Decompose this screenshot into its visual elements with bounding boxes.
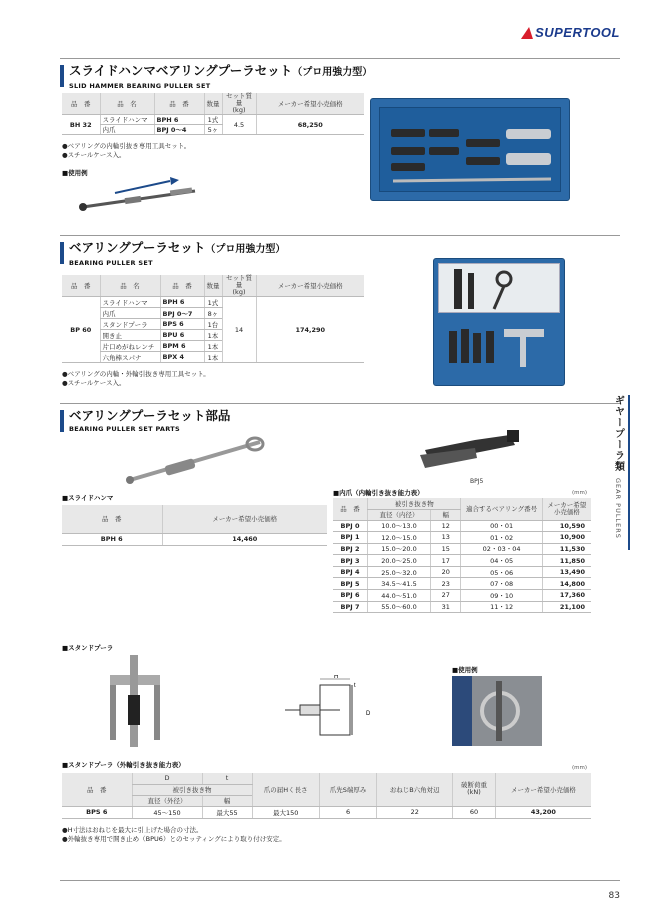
table-row: 開き止 BPU 6 1本 — [62, 330, 364, 341]
table-row: BP 60 スライドハンマ BPH 6 1式 14 174,290 — [62, 297, 364, 308]
dim-d: D — [366, 711, 371, 717]
section1-notes: ●ベアリングの内輪引抜き専用工具セット。 ●スチールケース入。 — [62, 142, 191, 159]
side-category-label — [611, 395, 625, 539]
table-row: 内爪 BPJ 0〜7 8ヶ — [62, 308, 364, 319]
bpj5-caption: BPJ5 — [470, 478, 484, 485]
section1-table: 品 番 品 名 品 番 数量 セット質量 (kg) メーカー希望小売価格 BH 32 スライドハンマ BPH 6 1式 4.5 68,250 内爪 BPJ 0〜4 5ヶ — [62, 93, 364, 135]
stand-puller-image — [100, 655, 170, 750]
table-row: BPJ 2 15.0〜20.0 15 02・03・04 11,530 — [333, 543, 591, 555]
section2-subtitle: BEARING PULLER SET — [69, 259, 153, 267]
jaws-table: 品 番 被引き抜き物 適合するベアリング番号 メーカー希望 小売価格 直径（内径） 幅 BPJ 0 10.0〜13.0 12 00・01 10,590 BPJ 1 12.0〜15.0 13 01・02 10,900 BPJ 2 15.0〜20.0 15 02・03・04 11,530 BPJ 3 20.0〜25.0 17 04・05 11,850 BPJ 4 25.0〜32.0 20 05・06 13,490 BPJ 5 34.5〜41.5 23 07・08 14,800 BPJ 6 44.0〜51.0 27 09・10 17,360 BPJ 7 55.0〜60.0 31 11・12 21,100 — [333, 498, 591, 613]
hammer-label: ■スライドハンマ — [62, 494, 114, 502]
section-divider — [60, 58, 620, 59]
brand-logo — [522, 25, 620, 40]
slide-hammer-image — [120, 430, 270, 490]
stand-table: 品 番 D t 爪の届Hく長さ 爪先S端厚み おねじB六角対辺 破断荷重 (kN) メーカー希望小売価格 被引き抜き物 直径（外径） 幅 BPS 6 45〜150 最大55 最大150 6 22 60 43,200 — [62, 773, 591, 819]
table-row: 片口めがねレンチ BPM 6 1本 — [62, 341, 364, 352]
stand-label: ■スタンドプーラ — [62, 644, 114, 652]
side-label-jp: ギヤープーラ類 — [612, 395, 624, 472]
section1-usage-label: ■使用例 — [62, 169, 88, 177]
table-row: BPJ 3 20.0〜25.0 17 04・05 11,850 — [333, 555, 591, 567]
bh32-case-photo — [370, 98, 570, 201]
section3-title: ベアリングプーラセット部品 — [69, 408, 231, 423]
brand-name: SUPERTOOL — [535, 25, 620, 40]
stand-notes: ●H寸法はおねじを最大に引上げた場合の寸法。 ●外輪抜き専用で開き止め（BPU6）とのセッティングにより取り付け安定。 — [62, 826, 286, 843]
section2-heading: ベアリングプーラセット（プロ用強力型） BEARING PULLER SET — [60, 241, 285, 267]
stand-usage-photo — [452, 676, 542, 746]
logo-triangle-icon — [521, 27, 535, 39]
section1-heading: スライドハンマベアリングプーラセット（プロ用強力型） SLID HAMMER BEARING PULLER SET — [60, 64, 372, 90]
bp60-case-photo — [433, 258, 565, 386]
section2-table: 品 番 品 名 品 番 数量 セット質量 (kg) メーカー希望小売価格 BP 60 スライドハンマ BPH 6 1式 14 174,290 内爪 BPJ 0〜7 8ヶ スタンドプーラ BPS 6 1台 開き止 BPU 6 1本 片口めがねレンチ BPM 6 1本 六角棒スパナ BPX 4 1本 — [62, 275, 364, 363]
table-row: BPH 6 14,460 — [62, 533, 327, 545]
table-row: 内爪 BPJ 0〜4 5ヶ — [62, 125, 364, 135]
footer-divider — [60, 880, 620, 881]
slide-hammer-usage-image — [75, 175, 205, 220]
section3-subtitle: BEARING PULLER SET PARTS — [69, 425, 180, 433]
table-row: BPJ 4 25.0〜32.0 20 05・06 13,490 — [333, 566, 591, 578]
table-row: スタンドプーラ BPS 6 1台 — [62, 319, 364, 330]
table-row: BPJ 0 10.0〜13.0 12 00・01 10,590 — [333, 520, 591, 532]
arrow-icon — [170, 177, 179, 185]
table-row: BPS 6 45〜150 最大55 最大150 6 22 60 43,200 — [62, 806, 591, 818]
table-row: BPJ 1 12.0〜15.0 13 01・02 10,900 — [333, 532, 591, 544]
table-row: BPJ 5 34.5〜41.5 23 07・08 14,800 — [333, 578, 591, 590]
stand-table-label: ■スタンドプーラ（外輪引き抜き能力表） — [62, 761, 185, 769]
section-divider — [60, 235, 620, 236]
table-row: 六角棒スパナ BPX 4 1本 — [62, 352, 364, 363]
page-number: 83 — [608, 891, 620, 901]
table-row: BPJ 7 55.0〜60.0 31 11・12 21,100 — [333, 601, 591, 613]
dim-t: t — [354, 683, 356, 689]
stand-puller-diagram — [280, 675, 380, 745]
side-label-en: GEAR PULLERS — [614, 478, 622, 539]
section2-notes: ●ベアリングの内輪・外輪引抜き専用工具セット。 ●スチールケース入。 — [62, 370, 210, 387]
jaws-label: ■内爪（内輪引き抜き能力表） — [333, 489, 424, 497]
section2-title: ベアリングプーラセット — [69, 240, 206, 255]
dim-h: H — [334, 675, 339, 680]
section1-subtitle: SLID HAMMER BEARING PULLER SET — [69, 82, 211, 90]
stand-usage-label: ■使用例 — [452, 666, 478, 674]
table-row: BH 32 スライドハンマ BPH 6 1式 4.5 68,250 — [62, 115, 364, 125]
bpj5-image — [415, 430, 525, 475]
section-divider — [60, 403, 620, 404]
section1-title: スライドハンマベアリングプーラセット — [69, 63, 293, 78]
side-accent-bar — [628, 395, 630, 550]
table-row: BPJ 6 44.0〜51.0 27 09・10 17,360 — [333, 590, 591, 602]
hammer-table: 品 番 メーカー希望小売価格 BPH 6 14,460 — [62, 505, 327, 546]
